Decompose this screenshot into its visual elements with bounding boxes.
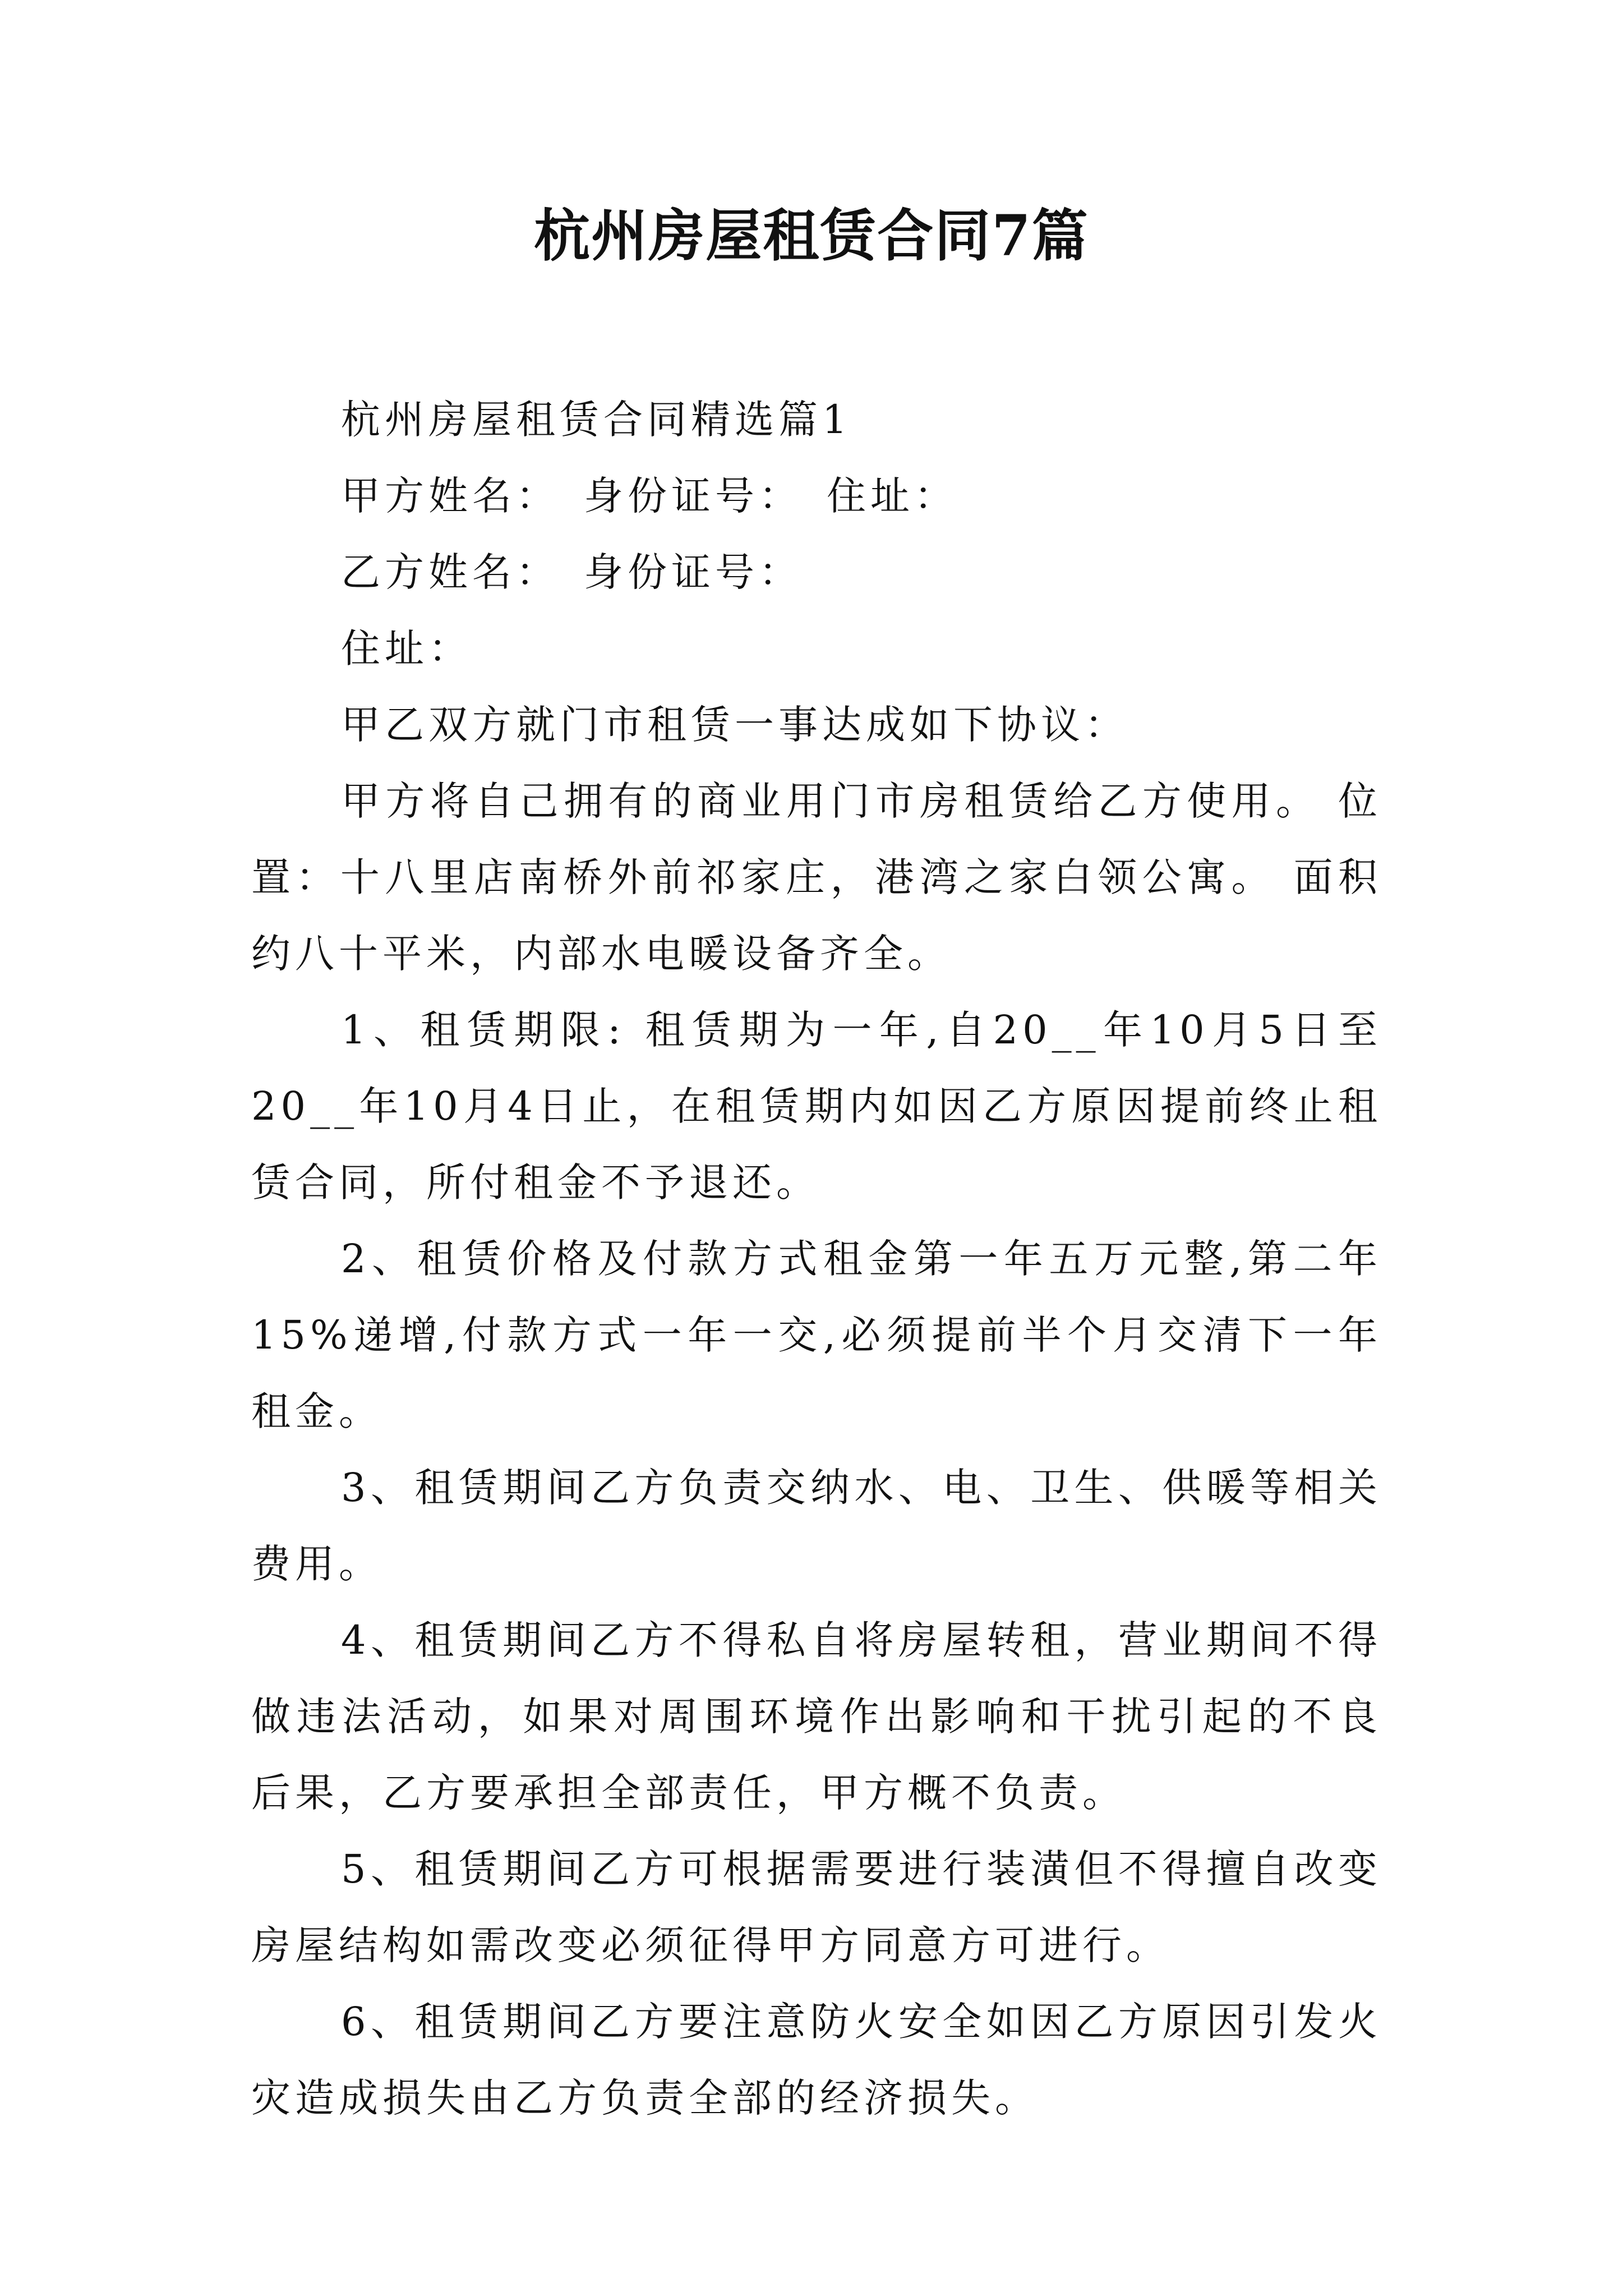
party-a-info: 甲方姓名： 身份证号： 住址： [341, 473, 958, 519]
clause-5: 5、租赁期间乙方可根据需要进行装潢但不得擅自改变房屋结构如需改变必须征得甲方同意方可进行。 [251, 1846, 1382, 1968]
clause-1: 1、租赁期限: 租赁期为一年,自20__年10月5日至20__年10月4日止，在租赁期内如因乙方原因提前终止租赁合同，所付租金不予退还。 [251, 1007, 1382, 1205]
clause-4: 4、租赁期间乙方不得私自将房屋转租，营业期间不得做违法活动，如果对周围环境作出影响和干扰引起的不良后果，乙方要承担全部责任，甲方概不负责。 [251, 1617, 1382, 1816]
section-heading: 杭州房屋租赁合同精选篇1 [341, 397, 852, 443]
document-body [251, 381, 1382, 2136]
clause-2: 2、租赁价格及付款方式租金第一年五万元整,第二年15%递增,付款方式一年一交,必须提前半个月交清下一年租金。 [251, 1236, 1382, 1434]
party-b-info: 乙方姓名： 身份证号： [341, 549, 803, 595]
clause-6: 6、租赁期间乙方要注意防火安全如因乙方原因引发火灾造成损失由乙方负责全部的经济损失。 [251, 1999, 1382, 2121]
clause-3: 3、租赁期间乙方负责交纳水、电、卫生、供暖等相关费用。 [251, 1465, 1382, 1587]
party-b-address: 住址： [341, 625, 472, 671]
document-title: 杭州房屋租赁合同7篇 [534, 203, 1089, 269]
premises-description: 甲方将自己拥有的商业用门市房租赁给乙方使用。 位置：十八里店南桥外前祁家庄，港湾之家白领公寓。 面积约八十平米，内部水电暖设备齐全。 [251, 778, 1382, 977]
agreement-intro: 甲乙双方就门市租赁一事达成如下协议： [341, 702, 1128, 748]
